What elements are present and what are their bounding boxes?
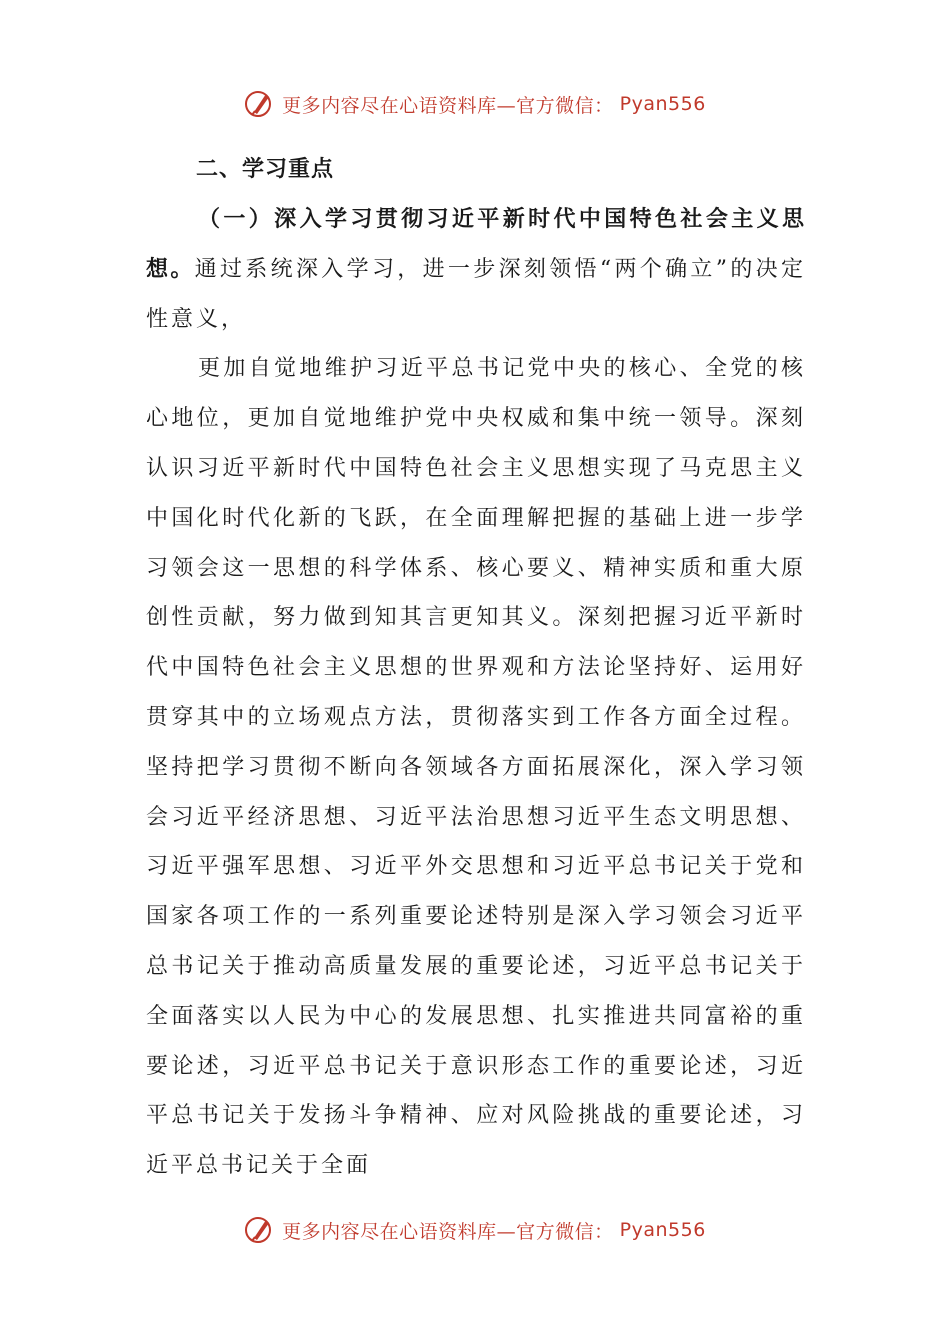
paragraph-2: 更加自觉地维护习近平总书记党中央的核心、全党的核心地位，更加自觉地维护党中央权威和集中统一领导。深刻认识习近平新时代中国特色社会主义思想实现了马克思主义中国化时代化新的飞跃，在全面理解把握的基础上进一步学习领会这一思想的科学体系、核心要义、精神实质和重大原创性贡献，努力做到知其言更知其义。深刻把握习近平新时代中国特色社会主义思想的世界观和方法论坚持好、运用好贯穿其中的立场观点方法，贯彻落实到工作各方面全过程。坚持把学习贯彻不断向各领域各方面拓展深化，深入学习领会习近平经济思想、习近平法治思想习近平生态文明思想、习近平强军思想、习近平外交思想和习近平总书记关于党和国家各项工作的一系列重要论述特别是深入学习领会习近平总书记关于推动高质量发展的重要论述，习近平总书记关于全面落实以人民为中心的发展思想、扎实推进共同富裕的重要论述，习近平总书记关于意识形态工作的重要论述，习近平总书记关于发扬斗争精神、应对风险挑战的重要论述，习近平总书记关于全面 bbox=[146, 356, 806, 1179]
quill-logo-icon bbox=[244, 1214, 276, 1246]
section-heading: 二、学习重点 bbox=[196, 157, 335, 182]
watermark-text: 更多内容尽在心语资料库—官方微信： bbox=[282, 1220, 614, 1243]
watermark-wechat-id: Pyan556 bbox=[619, 93, 706, 115]
watermark-wechat-id: Pyan556 bbox=[619, 1219, 706, 1241]
section-1-paragraph bbox=[146, 195, 806, 344]
watermark-header bbox=[0, 84, 950, 124]
document-body bbox=[146, 145, 806, 1191]
watermark-text: 更多内容尽在心语资料库—官方微信： bbox=[282, 94, 614, 117]
section-1-lead: （一）深入学习贯彻习近平新时代中国特色社会主义思想。 bbox=[146, 207, 806, 282]
section-1-text: 通过系统深入学习，进一步深刻领悟“两个确立”的决定性意义， bbox=[146, 256, 806, 332]
watermark-footer bbox=[0, 1210, 950, 1250]
quill-logo-icon bbox=[244, 88, 276, 120]
